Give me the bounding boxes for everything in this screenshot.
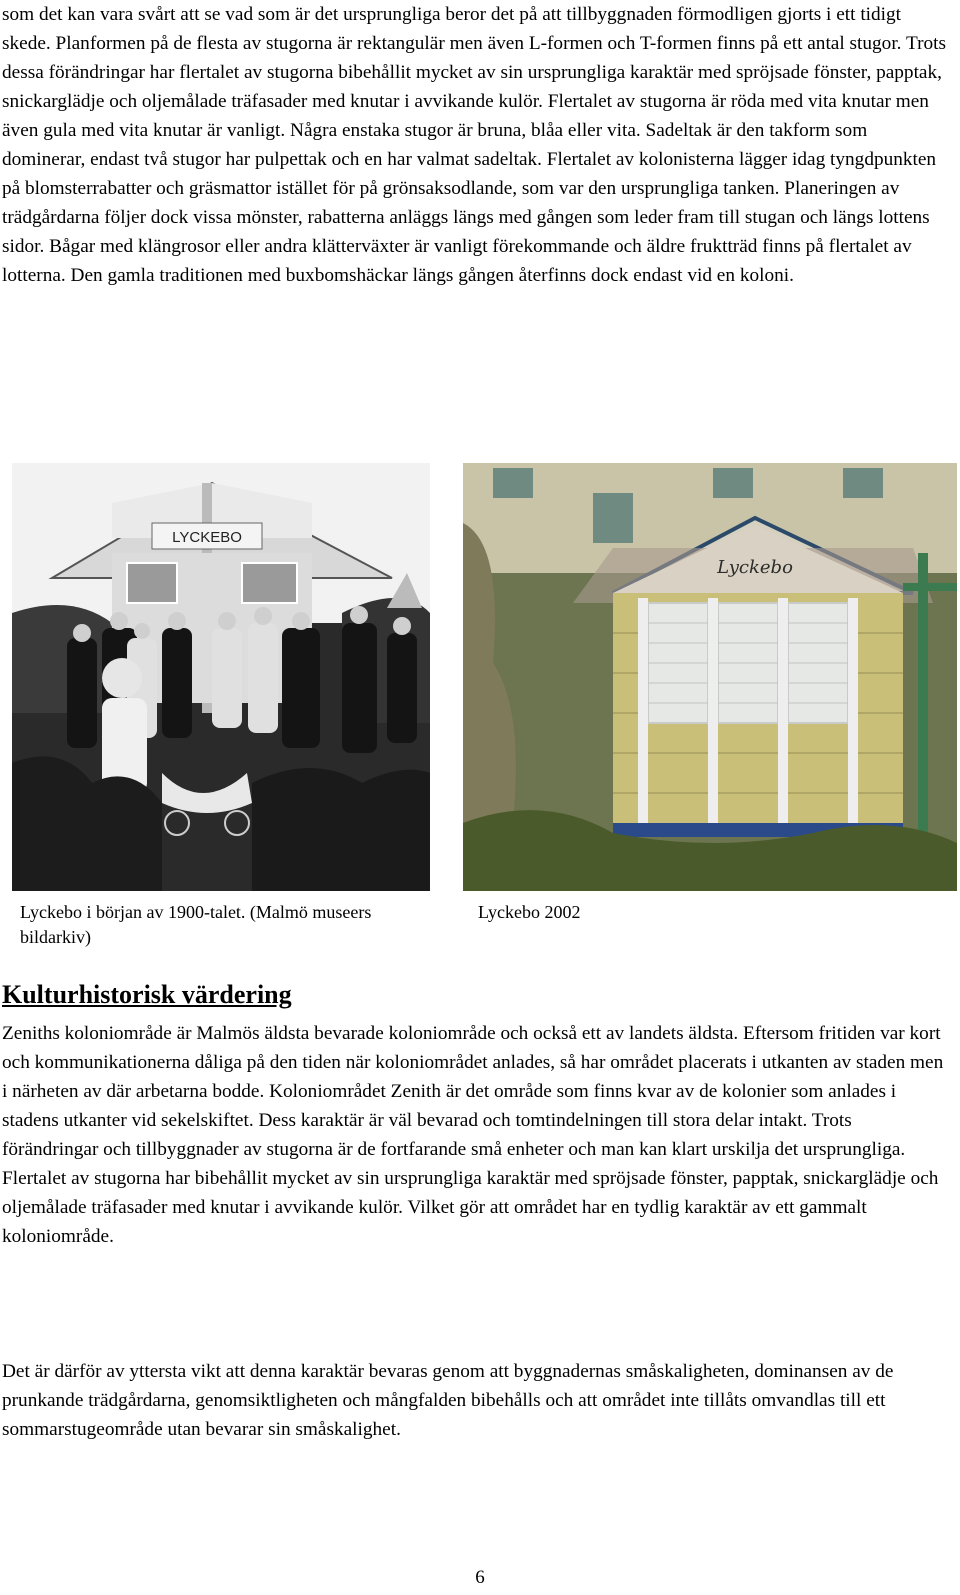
body-paragraph-intro: som det kan vara svårt att se vad som är det ursprungliga beror det på att tillbyggnaden förmodligen gjorts i ett tidigt skede. Planformen på de flesta av stugorna är rektangulär men även L-formen och T-formen finns på ett antal stugor. Trots dessa förändringar har flertalet av stugorna bibehållit mycket av sin ursprungliga karaktär med spröjsade fönster, papptak, snickarglädje och oljemålade träfasader med knutar i avvikande kulör. Flertalet av stugorna är röda med vita knutar men även gula med vita knutar är vanligt. Några enstaka stugor är bruna, blåa eller vita. Sadeltak är den takform som dominerar, endast två stugor har pulpettak och en har valmat sadeltak. Flertalet av kolonisterna lägger idag tyngdpunkten på blomsterrabatter och gräsmattor istället för på grönsaksodlande, som var den ursprungliga tanken. Planeringen av trädgårdarna följer dock vissa mönster, rabatterna anläggs längs med gången som leder fram till stugan och längs lottens sidor. Bågar med klängrosor eller andra klätterväxter är vanligt förekommande och äldre fruktträd finns på flertalet av lotterna. Den gamla traditionen med buxbomshäckar längs gången återfinns dock endast vid en koloni.: [2, 4, 946, 286]
historic-photo-lyckebo: [12, 463, 430, 891]
figure-caption-old: Lyckebo i början av 1900-talet. (Malmö museers bildarkiv): [20, 902, 372, 947]
photo-sign-text-new: Lyckebo: [717, 557, 793, 578]
modern-photo-lyckebo: [463, 463, 957, 891]
section-heading: Kulturhistorisk värdering: [2, 980, 292, 1009]
figure-caption-new: Lyckebo 2002: [478, 902, 581, 922]
page-number: 6: [475, 1567, 485, 1588]
body-paragraph-conclusion: Det är därför av yttersta vikt att denna karaktär bevaras genom att byggnadernas småskaligheten, dominansen av de prunkande trädgårdarna, genomsiktligheten och mångfalden bibehålls och att området inte tillåts omvandlas till ett sommarstugeområde utan bevarar sin småskalighet.: [2, 1361, 894, 1440]
body-paragraph-valuation: Zeniths koloniområde är Malmös äldsta bevarade koloniområde och också ett av landets äldsta. Eftersom fritiden var kort och kommunikationerna dåliga på den tiden när koloniområdet anlades, så har området placerats i utkanten av staden men i närheten av där arbetarna bodde. Koloniområdet Zenith är det område som finns kvar av de kolonier som anlades i stadens utkanter vid sekelskiftet. Dess karaktär är väl bevarad och tomtindelningen till stora delar intakt. Trots förändringar och tillbyggnader av stugorna är de fortfarande små enheter och man kan klart urskilja det ursprungliga. Flertalet av stugorna har bibehållit mycket av sin ursprungliga karaktär med spröjsade fönster, papptak, snickarglädje och oljemålade träfasader med knutar i avvikande kulör. Vilket gör att området har en tydlig karaktär av ett gammalt koloniområde.: [2, 1023, 944, 1247]
photo-sign-text-old: LYCKEBO: [172, 529, 242, 546]
